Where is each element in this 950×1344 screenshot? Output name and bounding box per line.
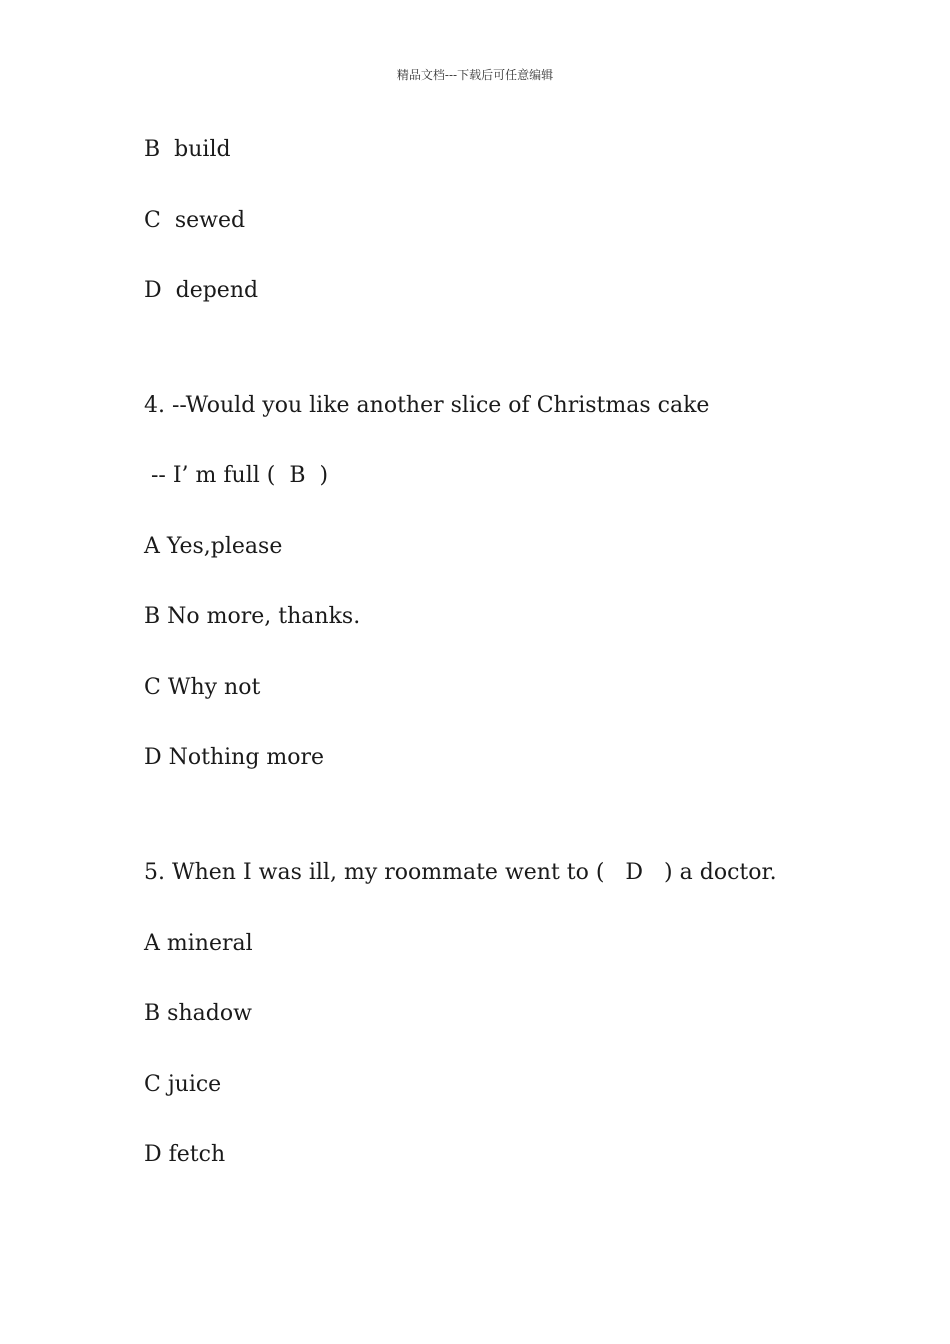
- q3-option-d: D depend: [144, 278, 259, 303]
- page-header: 精品文档---下载后可任意编辑: [396, 68, 554, 82]
- q5-option-c: C juice: [144, 1072, 222, 1097]
- q5-option-a: A mineral: [144, 931, 253, 956]
- q5-option-d: D fetch: [144, 1142, 226, 1167]
- q3-option-b: B build: [144, 137, 231, 162]
- q4-question: 4. --Would you like another slice of Christmas cake: [144, 393, 710, 418]
- q4-option-d: D Nothing more: [144, 745, 325, 770]
- q4-option-c: C Why not: [144, 675, 261, 700]
- q5-question: 5. When I was ill, my roommate went to ( D ) a doctor.: [144, 860, 777, 885]
- q3-option-c: C sewed: [144, 208, 246, 233]
- q4-response: -- I’ m full ( B ): [144, 463, 329, 488]
- q4-option-a: A Yes,please: [144, 534, 283, 559]
- q4-option-b: B No more, thanks.: [144, 604, 361, 629]
- q5-option-b: B shadow: [144, 1001, 252, 1026]
